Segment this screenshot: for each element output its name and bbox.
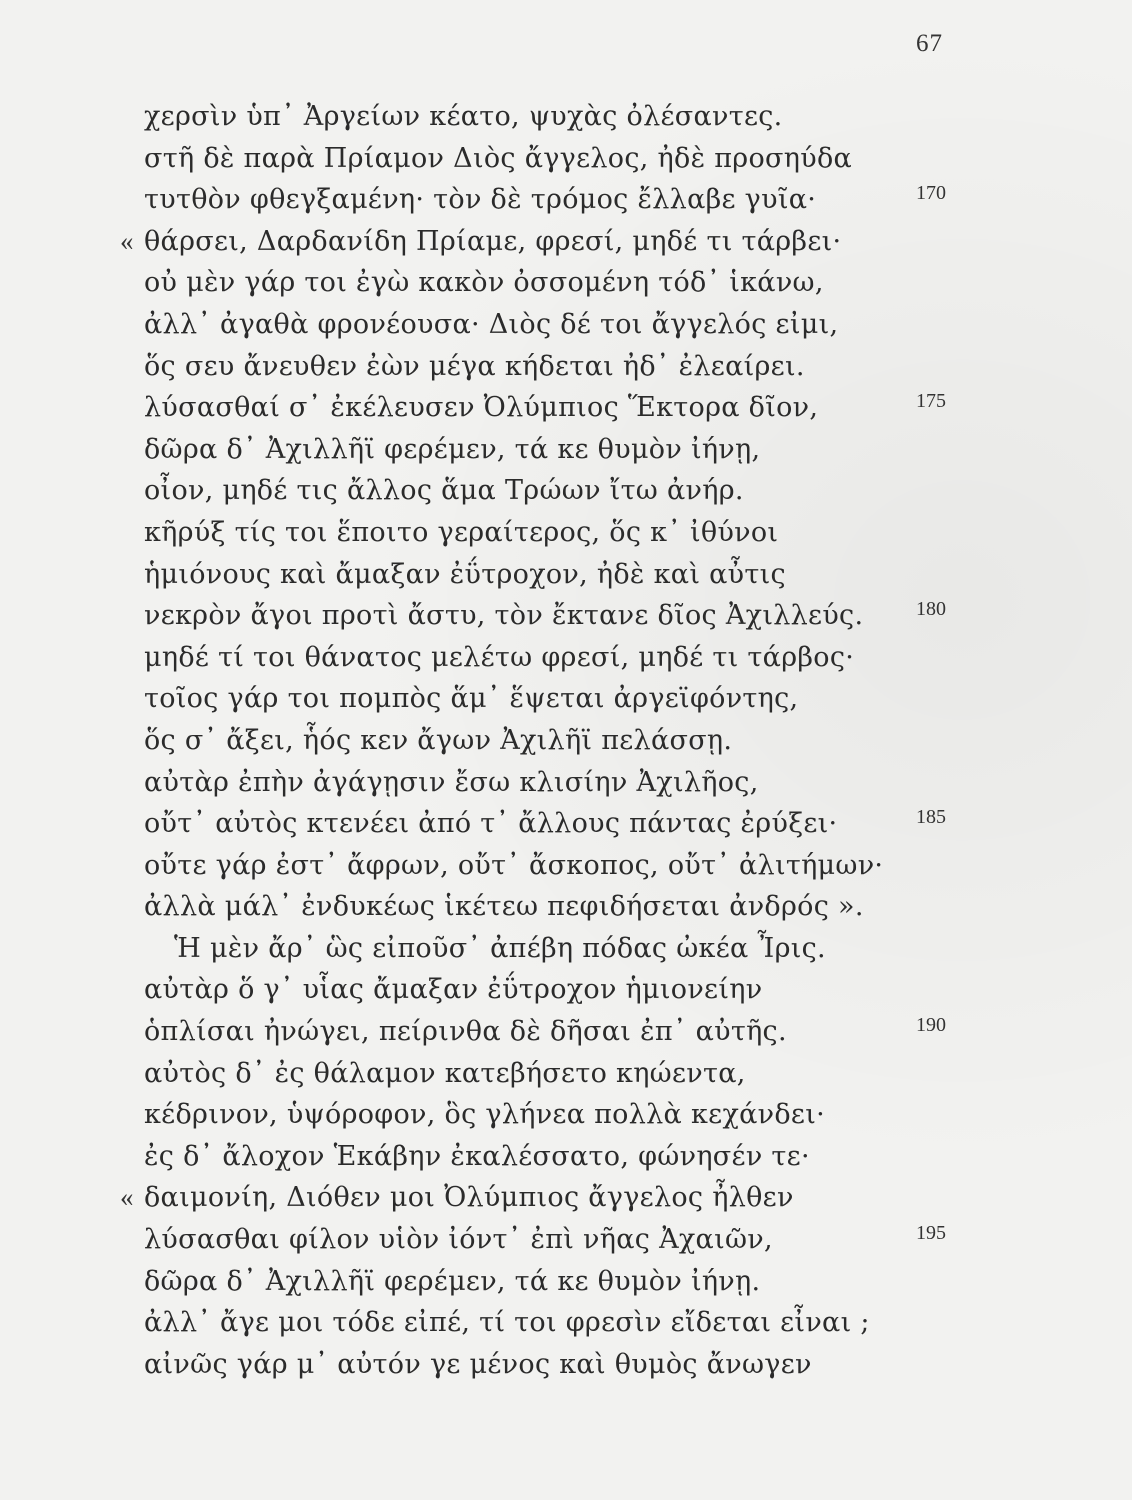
verse-text: νεκρὸν ἄγοι προτὶ ἄστυ, τὸν ἔκτανε δῖος Ἀχιλλεύς. — [144, 600, 864, 632]
verse-block — [0, 96, 1132, 1385]
verse-text: δαιμονίη, Διόθεν μοι Ὀλύμπιος ἄγγελος ἦλθεν — [144, 1182, 794, 1214]
verse-text: οὔτ᾽ αὐτὸς κτενέει ἀπό τ᾽ ἄλλους πάντας ἐρύξει· — [144, 808, 838, 840]
verse-line — [0, 1344, 1132, 1386]
page-number: 67 — [916, 30, 943, 57]
verse-text: δῶρα δ᾽ Ἀχιλλῆϊ φερέμεν, τά κε θυμὸν ἰήνῃ. — [144, 1265, 761, 1297]
verse-line — [0, 1219, 1132, 1261]
verse-line — [0, 637, 1132, 679]
verse-text: ἀλλ᾽ ἄγε μοι τόδε εἰπέ, τί τοι φρεσὶν εἴδεται εἶναι ; — [144, 1307, 870, 1339]
verse-line — [0, 803, 1132, 845]
verse-line — [0, 1011, 1132, 1053]
verse-text: λύσασθαι φίλον υἱὸν ἰόντ᾽ ἐπὶ νῆας Ἀχαιῶν, — [144, 1224, 773, 1256]
verse-text: μηδέ τί τοι θάνατος μελέτω φρεσί, μηδέ τι τάρβος· — [144, 641, 855, 673]
line-number: 170 — [916, 182, 946, 205]
verse-text: οὐ μὲν γάρ τοι ἐγὼ κακὸν ὀσσομένη τόδ᾽ ἱκάνω, — [144, 267, 824, 299]
verse-line — [0, 969, 1132, 1011]
verse-line — [0, 1177, 1132, 1219]
verse-line — [0, 1136, 1132, 1178]
verse-line — [0, 221, 1132, 263]
verse-line — [0, 304, 1132, 346]
verse-line — [0, 179, 1132, 221]
verse-text: Ἡ μὲν ἄρ᾽ ὣς εἰποῦσ᾽ ἀπέβη πόδας ὠκέα Ἶρις. — [174, 932, 826, 964]
line-number: 185 — [916, 806, 946, 829]
verse-text: αἰνῶς γάρ μ᾽ αὐτόν γε μένος καὶ θυμὸς ἄνωγεν — [144, 1348, 812, 1380]
verse-line — [0, 554, 1132, 596]
verse-line — [0, 762, 1132, 804]
verse-line — [0, 262, 1132, 304]
verse-line — [0, 886, 1132, 928]
opening-quote-mark: « — [120, 1182, 134, 1213]
verse-text: ἐς δ᾽ ἄλοχον Ἑκάβην ἐκαλέσσατο, φώνησέν τε· — [144, 1140, 810, 1172]
verse-text: ἀλλ᾽ ἀγαθὰ φρονέουσα· Διὸς δέ τοι ἄγγελός εἰμι, — [144, 308, 839, 340]
line-number: 195 — [916, 1222, 946, 1245]
opening-quote-mark: « — [120, 225, 134, 256]
verse-text: τοῖος γάρ τοι πομπὸς ἅμ᾽ ἕψεται ἀργεϊφόντης, — [144, 683, 799, 715]
line-number: 175 — [916, 390, 946, 413]
verse-text: ὅς σευ ἄνευθεν ἐὼν μέγα κήδεται ἠδ᾽ ἐλεαίρει. — [144, 350, 805, 382]
verse-text: αὐτὰρ ἐπὴν ἀγάγῃσιν ἔσω κλισίην Ἀχιλῆος, — [144, 766, 759, 798]
verse-line — [0, 387, 1132, 429]
verse-line — [0, 1261, 1132, 1303]
verse-text: αὐτὸς δ᾽ ἐς θάλαμον κατεβήσετο κηώεντα, — [144, 1057, 746, 1089]
verse-line — [0, 845, 1132, 887]
verse-text: θάρσει, Δαρδανίδη Πρίαμε, φρεσί, μηδέ τι τάρβει· — [144, 225, 842, 257]
verse-text: οὔτε γάρ ἐστ᾽ ἄφρων, οὔτ᾽ ἄσκοπος, οὔτ᾽ ἀλιτήμων· — [144, 849, 884, 881]
verse-text: στῆ δὲ παρὰ Πρίαμον Διὸς ἄγγελος, ἠδὲ προσηύδα — [144, 142, 853, 174]
verse-line — [0, 429, 1132, 471]
verse-text: αὐτὰρ ὅ γ᾽ υἷας ἄμαξαν ἐΰτροχον ἡμιονείην — [144, 974, 763, 1006]
verse-line — [0, 678, 1132, 720]
verse-line — [0, 720, 1132, 762]
verse-text: χερσὶν ὑπ᾽ Ἀργείων κέατο, ψυχὰς ὀλέσαντες. — [144, 101, 783, 132]
verse-line — [0, 138, 1132, 180]
verse-text: ὅς σ᾽ ἄξει, ἧός κεν ἄγων Ἀχιλῆϊ πελάσσῃ. — [144, 724, 733, 756]
verse-line — [0, 470, 1132, 512]
verse-line — [0, 928, 1132, 970]
verse-text: τυτθὸν φθεγξαμένη· τὸν δὲ τρόμος ἔλλαβε γυῖα· — [144, 184, 817, 216]
verse-line — [0, 96, 1132, 138]
verse-line — [0, 1302, 1132, 1344]
verse-text: δῶρα δ᾽ Ἀχιλλῆϊ φερέμεν, τά κε θυμὸν ἰήνῃ, — [144, 433, 761, 465]
verse-text: οἶον, μηδέ τις ἄλλος ἅμα Τρώων ἴτω ἀνήρ. — [144, 475, 744, 507]
verse-text: ἡμιόνους καὶ ἄμαξαν ἐΰτροχον, ἠδὲ καὶ αὖτις — [144, 558, 786, 590]
verse-line — [0, 346, 1132, 388]
verse-line — [0, 595, 1132, 637]
verse-text: λύσασθαί σ᾽ ἐκέλευσεν Ὀλύμπιος Ἕκτορα δῖον, — [144, 392, 819, 424]
verse-line — [0, 512, 1132, 554]
verse-text: ὁπλίσαι ἠνώγει, πείρινθα δὲ δῆσαι ἐπ᾽ αὐτῆς. — [144, 1016, 787, 1048]
line-number: 180 — [916, 598, 946, 621]
verse-line — [0, 1053, 1132, 1095]
line-number: 190 — [916, 1014, 946, 1037]
verse-text: ἀλλὰ μάλ᾽ ἐνδυκέως ἱκέτεω πεφιδήσεται ἀνδρός ». — [144, 891, 864, 923]
verse-text: κέδρινον, ὑψόροφον, ὃς γλήνεα πολλὰ κεχάνδει· — [144, 1099, 825, 1131]
verse-text: κῆρύξ τίς τοι ἕποιτο γεραίτερος, ὅς κ᾽ ἰθύνοι — [144, 516, 779, 548]
verse-line — [0, 1094, 1132, 1136]
